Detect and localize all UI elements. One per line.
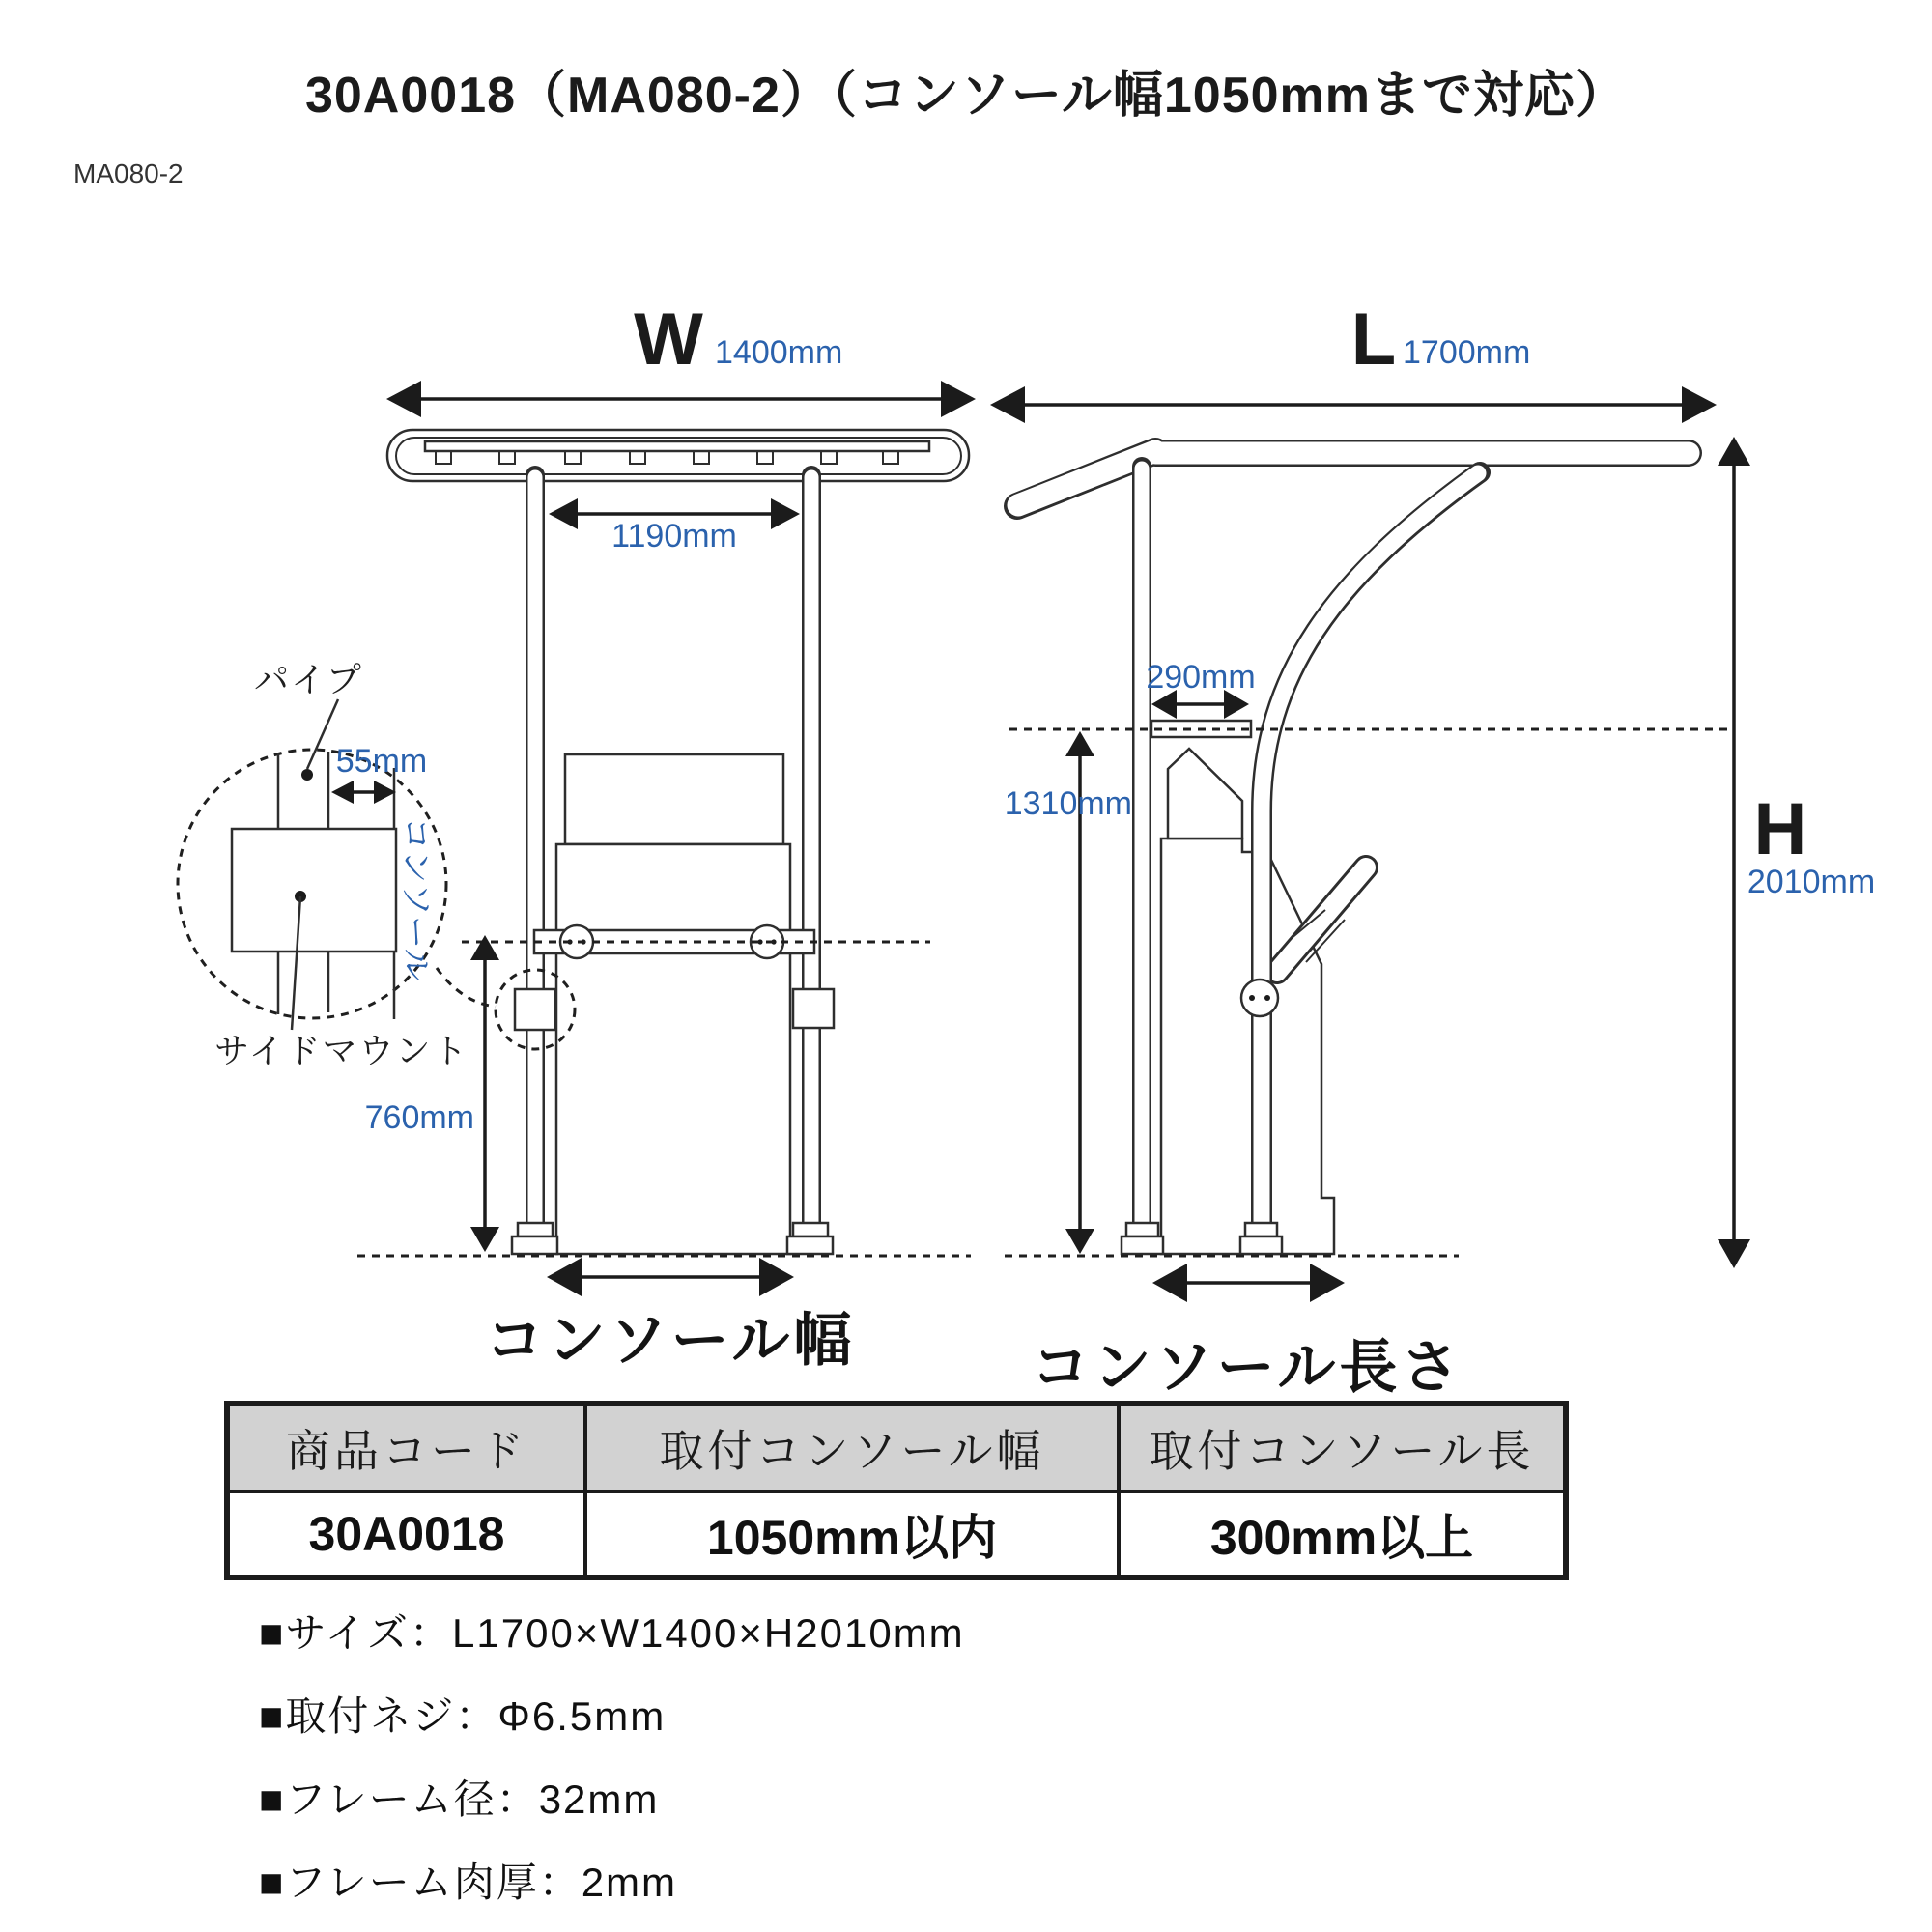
pipe-label: パイプ [254,660,363,699]
console-length-label: コンソール長さ [1031,1335,1463,1400]
console-label: コンソール [397,817,434,981]
page-title: 30A0018（MA080-2）（コンソール幅1050mmまで対応） [304,68,1628,124]
height-letter: H [1753,788,1807,870]
pipe-gap-value: 55mm [335,743,428,780]
depth-value: 290mm [1146,659,1256,696]
mount-height-value: 760mm [364,1099,474,1136]
height-dimension-arrow [1718,437,1750,1268]
length-dimension-arrow [990,386,1717,423]
width-value: 1400mm [715,334,843,371]
header-console-width: 取付コンソール幅 [585,1404,1119,1492]
cell-console-width: 1050mm以内 [585,1492,1119,1577]
length-letter: L [1350,298,1397,381]
note-screw: ■取付ネジ：Φ6.5mm [259,1693,667,1739]
inner-width-value: 1190mm [611,518,737,554]
cell-product-code: 30A0018 [227,1492,585,1577]
side-mount-detail [178,660,496,1070]
spec-table [224,1401,1569,1580]
console-width-arrow [547,1258,794,1296]
header-product-code: 商品コード [227,1404,585,1492]
console-top-height-value: 1310mm [1004,785,1132,822]
mount-height-arrow [470,935,499,1252]
model-code: MA080-2 [73,158,184,188]
side-view [990,298,1875,1400]
width-dimension-arrow [386,381,976,417]
front-view [178,298,976,1373]
console-width-label: コンソール幅 [485,1308,856,1373]
width-letter: W [634,298,703,381]
height-value: 2010mm [1747,864,1876,900]
cell-console-length: 300mm以上 [1119,1492,1566,1577]
canopy-front [387,430,969,481]
note-frame-thickness: ■フレーム肉厚：2mm [259,1860,678,1905]
side-mount-label: サイドマウント [214,1031,469,1070]
note-size: ■サイズ：L1700×W1400×H2010mm [259,1610,965,1656]
console-length-arrow [1152,1264,1345,1302]
spec-table-data-row [227,1492,1566,1577]
header-console-length: 取付コンソール長 [1119,1404,1566,1492]
spec-table-header-row [227,1404,1566,1492]
canopy-side [1017,451,1689,506]
note-frame-diameter: ■フレーム径：32mm [259,1776,660,1822]
length-value: 1700mm [1403,334,1531,371]
console-front [556,754,790,1254]
